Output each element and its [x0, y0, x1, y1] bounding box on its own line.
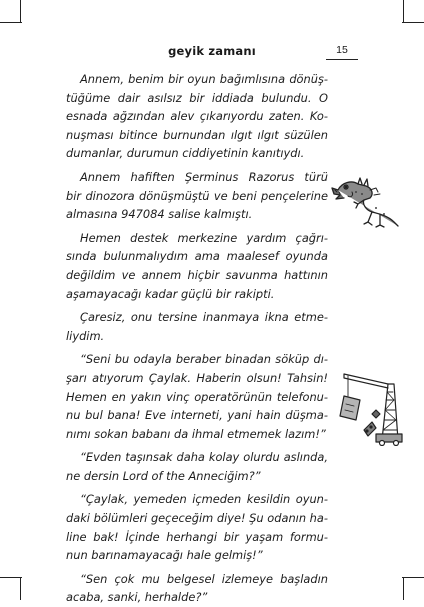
text-line: “Seni bu odayla beraber binadan söküp dı- — [80, 352, 328, 367]
text-line: Çaresiz, onu tersine inanmaya ikna etme- — [80, 310, 328, 325]
text-line: sında bulunmalıydım ama maalesef oyunda — [66, 249, 328, 264]
page-number: 15 — [336, 44, 348, 56]
text-line: “Evden taşınsak daha kolay olurdu aslında, — [80, 450, 328, 465]
text-line: Hemen en yakın vinç operatörünün telefonu- — [66, 389, 328, 404]
text-line: nu bul bana! Eve interneti, yani hain düşma- — [66, 408, 328, 423]
crop-mark — [402, 22, 424, 23]
text-line: değildim ve annem hiçbir savunma hattının — [66, 267, 328, 282]
text-line: Hemen destek merkezine yardım çağrı- — [80, 230, 328, 245]
dinosaur-icon — [328, 168, 402, 230]
text-line: dumanlar, durumun ciddiyetinin kanıtıydı. — [66, 146, 305, 161]
text-line: line bak! İçinde herhangi bir yaşam formu- — [66, 529, 328, 544]
text-line: ne dersin Lord of the Anneciğim?” — [66, 468, 261, 483]
text-line: şarı atıyorum Çaylak. Haberin olsun! Tahsin! — [66, 370, 328, 385]
text-line: tüğüme dair asılsız bir iddiada bulundu. O — [66, 90, 328, 105]
text-line: aşamayacağı kadar güçlü bir rakipti. — [66, 286, 275, 301]
text-line: “Sen çok mu belgesel izlemeye başladın — [80, 571, 328, 586]
crop-mark — [403, 0, 404, 22]
crop-mark — [20, 578, 21, 600]
text-line: Annem, benim bir oyun bağımlısına dönüş- — [80, 72, 328, 86]
crop-mark — [0, 22, 22, 23]
text-line: nuşması bitince burnundan ılgıt ılgıt süzülen — [66, 127, 328, 142]
text-line: “Çaylak, yemeden içmeden kesildin oyun- — [80, 492, 328, 507]
crop-mark — [20, 0, 21, 22]
text-line: nımı sokan babanı da ihmal etmemek lazım!” — [66, 426, 326, 441]
running-header-title: geyik zamanı — [168, 44, 256, 58]
body-text — [66, 70, 328, 607]
crop-mark — [0, 577, 22, 578]
crane-icon — [336, 370, 406, 446]
text-line: almasına 947084 salise kalmıştı. — [66, 207, 253, 222]
text-line: acaba, sanki, herhalde?” — [66, 590, 208, 605]
text-line: bir dinozora dönüşmüştü ve beni pençelerine — [66, 188, 328, 203]
text-line: daki bölümleri geçeceğim diye! Şu odanın ha- — [66, 511, 328, 526]
text-line: esnada ağzından alev çıkarıyordu zaten. Ko- — [66, 109, 328, 124]
page-number-rule — [326, 59, 358, 60]
text-line: liydim. — [66, 328, 105, 343]
crop-mark — [402, 577, 424, 578]
text-line: Annem hafiften Şerminus Razorus türü — [80, 169, 328, 184]
crop-mark — [403, 578, 404, 600]
text-line: nun barınamayacağı hale gelmiş!” — [66, 548, 263, 563]
